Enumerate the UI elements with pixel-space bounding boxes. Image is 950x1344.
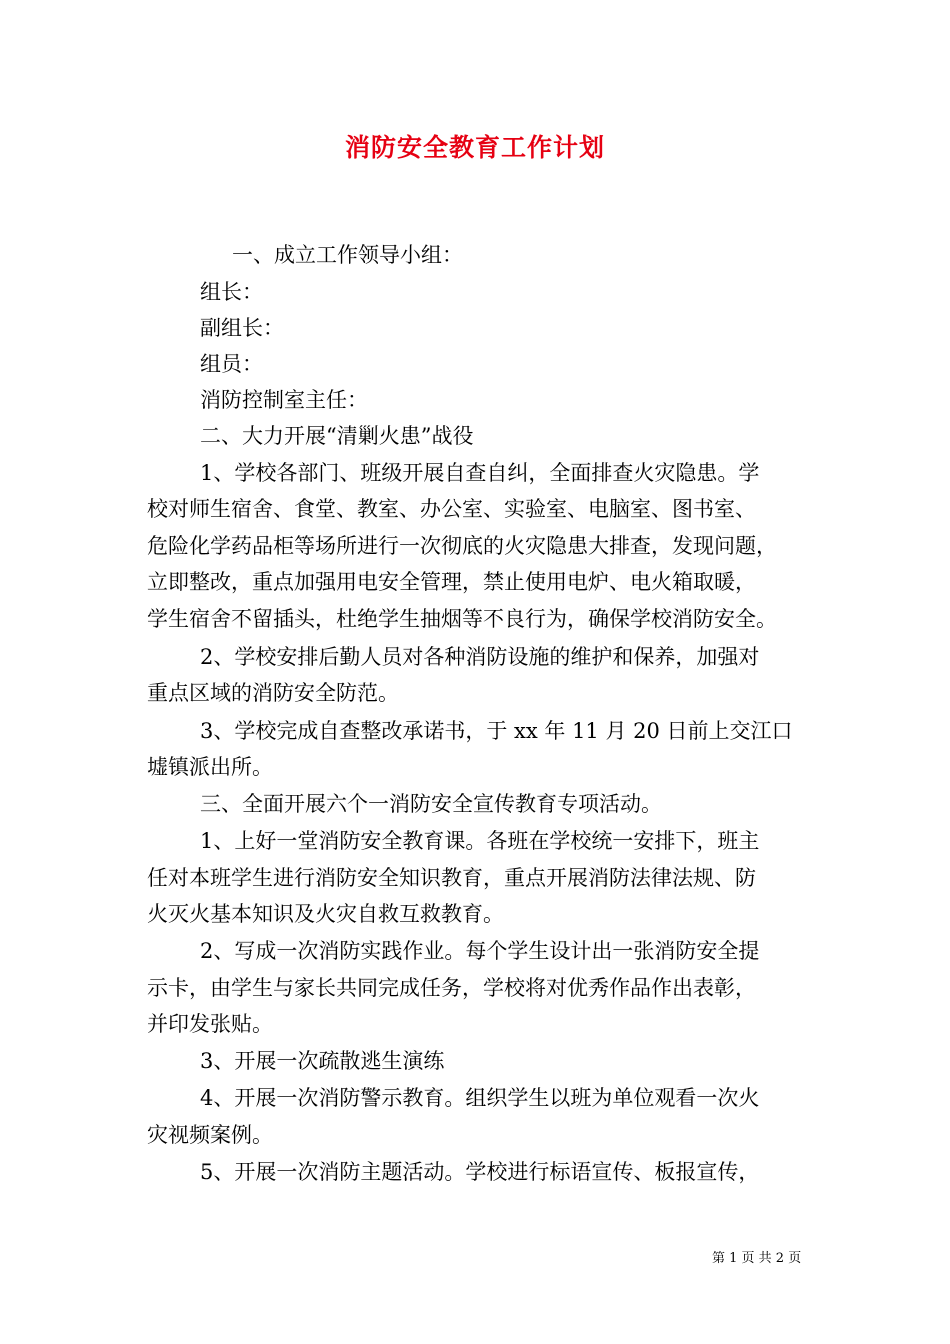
text-line: 校对师生宿舍、食堂、教室、办公室、实验室、电脑室、图书室、: [147, 497, 756, 521]
text-line: 墟镇派出所。: [147, 755, 273, 779]
page-title: 消防安全教育工作计划: [344, 133, 605, 162]
text-line: 2、写成一次消防实践作业。每个学生设计出一张消防安全提: [200, 939, 760, 963]
text-line: 2、学校安排后勤人员对各种消防设施的维护和保养，加强对: [200, 645, 760, 669]
text-line: 示卡，由学生与家长共同完成任务，学校将对优秀作品作出表彰，: [147, 976, 756, 1000]
text-line: 组员：: [200, 352, 263, 376]
text-line: 1、学校各部门、班级开展自查自纠，全面排查火灾隐患。学: [200, 461, 760, 485]
text-line: 4、开展一次消防警示教育。组织学生以班为单位观看一次火: [200, 1086, 760, 1110]
section-heading-2: 二、大力开展“清剿火患”战役: [200, 424, 474, 448]
text-line: 学生宿舍不留插头，杜绝学生抽烟等不良行为，确保学校消防安全。: [147, 607, 777, 631]
text-line: 组长：: [200, 280, 263, 304]
page-number-footer: 第 1 页 共 2 页: [712, 1251, 802, 1266]
text-line: 1、上好一堂消防安全教育课。各班在学校统一安排下，班主: [200, 829, 760, 853]
text-line: 消防控制室主任：: [200, 388, 368, 412]
text-line: 任对本班学生进行消防安全知识教育，重点开展消防法律法规、防: [147, 866, 756, 890]
text-line: 灾视频案例。: [147, 1123, 273, 1147]
section-heading-3: 三、全面开展六个一消防安全宣传教育专项活动。: [200, 792, 662, 816]
text-line: 3、学校完成自查整改承诺书，于 xx 年 11 月 20 日前上交江口: [200, 719, 793, 743]
text-line: 3、开展一次疏散逃生演练: [200, 1049, 445, 1073]
text-line: 5、开展一次消防主题活动。学校进行标语宣传、板报宣传，: [200, 1160, 760, 1184]
text-line: 并印发张贴。: [147, 1012, 273, 1036]
text-line: 火灭火基本知识及火灾自救互救教育。: [147, 902, 504, 926]
section-heading-1: 一、成立工作领导小组：: [232, 243, 463, 267]
text-line: 副组长：: [200, 316, 284, 340]
text-line: 立即整改，重点加强用电安全管理，禁止使用电炉、电火箱取暖，: [147, 570, 756, 594]
text-line: 危险化学药品柜等场所进行一次彻底的火灾隐患大排查，发现问题，: [147, 534, 777, 558]
text-line: 重点区域的消防安全防范。: [147, 681, 399, 705]
